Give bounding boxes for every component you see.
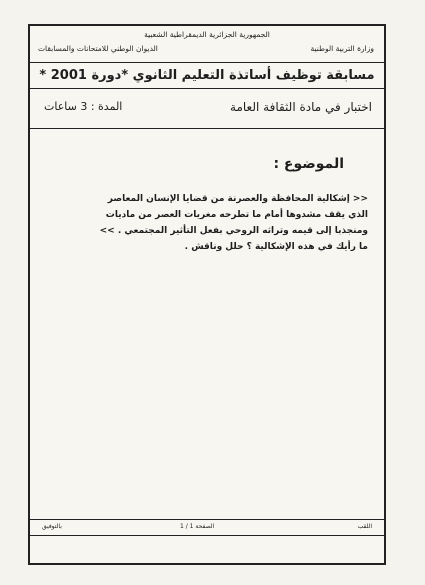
exam-info-row [30, 100, 384, 124]
divider [30, 535, 384, 536]
footer [30, 521, 384, 535]
divider [30, 88, 384, 89]
topic-line: ما رأيك في هذه الإشكالية ؟ حلل وناقش . [184, 242, 368, 252]
republic-header: الجمهورية الجزائرية الديمقراطية الشعبية [144, 30, 270, 39]
topic-line: << إشكالية المحافظة والعصرنة من قضايا الإنسان المعاصر [107, 194, 368, 204]
footer-closing: بالتوفيق [42, 523, 62, 530]
footer-name: اللقب [357, 523, 372, 530]
ministry-header: وزارة التربية الوطنية [310, 44, 374, 53]
office-header: الديوان الوطني للامتحانات والمسابقات [38, 44, 158, 53]
exam-subject: اختبار في مادة الثقافة العامة [230, 100, 372, 114]
topic-line: الذي يقف مشدوها أمام ما تطرحه مغريات العصر من ماديات [105, 210, 368, 220]
topic-line: ومنجذبا إلى قيمه وتراثه الروحي بفعل التأثير المجتمعي . >> [99, 226, 368, 236]
footer-page-number: الصفحة 1 / 1 [180, 523, 215, 530]
exam-duration: المدة : 3 ساعات [44, 100, 123, 113]
topic-text [42, 191, 368, 255]
exam-sheet [28, 24, 386, 565]
divider [30, 519, 384, 520]
exam-title: مسابقة توظيف أساتذة التعليم الثانوي *دورة 2001 * [39, 68, 375, 83]
divider [30, 128, 384, 129]
divider [30, 62, 384, 63]
topic-heading: الموضوع : [273, 156, 344, 172]
